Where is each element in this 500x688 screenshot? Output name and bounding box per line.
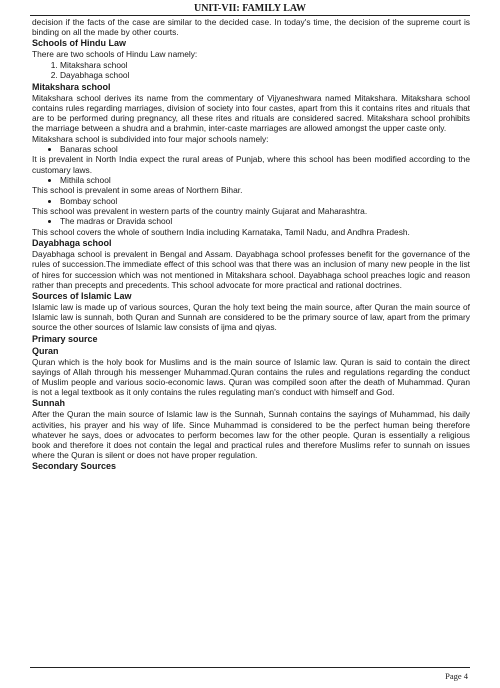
page-content xyxy=(32,17,470,472)
schools-text: There are two schools of Hindu Law namely: xyxy=(32,49,198,60)
quran-paragraph: Quran which is the holy book for Muslims and is the main source of Islamic law. Quran is said to contain the direct sayings of Allah through his messenger Muhammad.Quran contains the rules and regulations regarding the conduct of Muslim people and various socio-economic laws. Quran was compiled soon after the death of Muhammad. Quran is not a legal textbook as it only contains the rules regulating man's conduct with himself and God. xyxy=(32,356,470,398)
subschool-list xyxy=(32,216,470,227)
sunnah-paragraph: After the Quran the main source of Islamic law is the Sunnah, Sunnah contains the sayings of Muhammad, his daily activities, his prayer and his way of life. Since Muhammad is considered to be the perfect human being therefore whatever he says, does or advocates to perform becomes law for the other people. Quran is essentially a religious book and therefore it does not contain the legal and practical rules and therefore Muslims refer to sunnah on issues where the Quran is silent or does not have proper regulation. xyxy=(32,409,470,461)
list-item: 2. Dayabhaga school xyxy=(60,70,470,81)
heading-schools: Schools of Hindu Law xyxy=(32,38,126,49)
subschool-text: This school was prevalent in western parts of the country mainly Gujarat and Maharashtra. xyxy=(32,206,368,217)
subschool-text: This school covers the whole of southern India including Karnataka, Tamil Nadu, and Andhra Pradesh. xyxy=(32,227,410,237)
heading-primary-source: Primary source xyxy=(32,333,98,344)
heading-quran: Quran xyxy=(32,345,59,356)
subschool-list xyxy=(32,144,470,155)
heading-secondary-sources: Secondary Sources xyxy=(32,461,117,472)
heading-sunnah: Sunnah xyxy=(32,398,65,409)
subschool-text: This school is prevalent in some areas of Northern Bihar. xyxy=(32,185,243,196)
heading-islamic-sources: Sources of Islamic Law xyxy=(32,291,132,302)
list-item: 1. Mitakshara school xyxy=(60,60,470,71)
schools-list xyxy=(32,60,470,81)
heading-dayabhaga: Dayabhaga school xyxy=(32,238,112,249)
subschool-list xyxy=(32,175,470,186)
heading-mitakshara: Mitakshara school xyxy=(32,81,111,92)
page-number: Page 4 xyxy=(445,671,468,681)
header-divider xyxy=(30,15,470,16)
subschool-text: It is prevalent in North India expect the rural areas of Punjab, where this school has been modified according to the customary laws. xyxy=(32,154,470,175)
subschool-list xyxy=(32,196,470,207)
dayabhaga-paragraph: Dayabhaga school is prevalent in Bengal and Assam. Dayabhaga school professes benefit for the governance of the rules of succession.The immediate effect of this school was that there was an inclusion of many new people in the list of hires for succession which was not mentioned in Mitakshara school. Dayabhaga school preaches logic and reason rather than precepts and precedents. This school advocate for more practical and rational doctrines. xyxy=(32,249,470,290)
list-item: • Mithila school xyxy=(60,175,470,186)
page-header: UNIT-VII: FAMILY LAW xyxy=(193,3,307,14)
mitakshara-paragraph: Mitakshara school derives its name from the commentary of Vijyaneshwara named Mitakshara. Mitakshara school contains rules regarding marriages, division of society into four castes, apart from this it contains rites and rituals that are to be performed during pregnancy, all these rites and rituals are considered sacred. Mitakshara school prohibits the marriage between a shudra and a brahmin, inter-caste marriages are allowed amongst the upper caste only. xyxy=(32,92,470,134)
list-item: • The madras or Dravida school xyxy=(60,216,470,227)
footer-divider xyxy=(30,667,470,668)
islamic-paragraph: Islamic law is made up of various sources, Quran the holy text being the main source, after Quran the main source of Islamic law is sunnah, both Quran and Sunnah are considered to be the primary source of law, apart from the primary source the other sources of Islamic law consists of ijma and qiyas. xyxy=(32,302,470,333)
list-item: • Banaras school xyxy=(60,144,470,155)
intro-paragraph: decision if the facts of the case are similar to the decided case. In today's time, the decision of the supreme court is binding on all the made by other courts. xyxy=(32,17,470,38)
list-item: • Bombay school xyxy=(60,196,470,207)
mitakshara-subdivision: Mitakshara school is subdivided into four major schools namely: xyxy=(32,133,269,144)
